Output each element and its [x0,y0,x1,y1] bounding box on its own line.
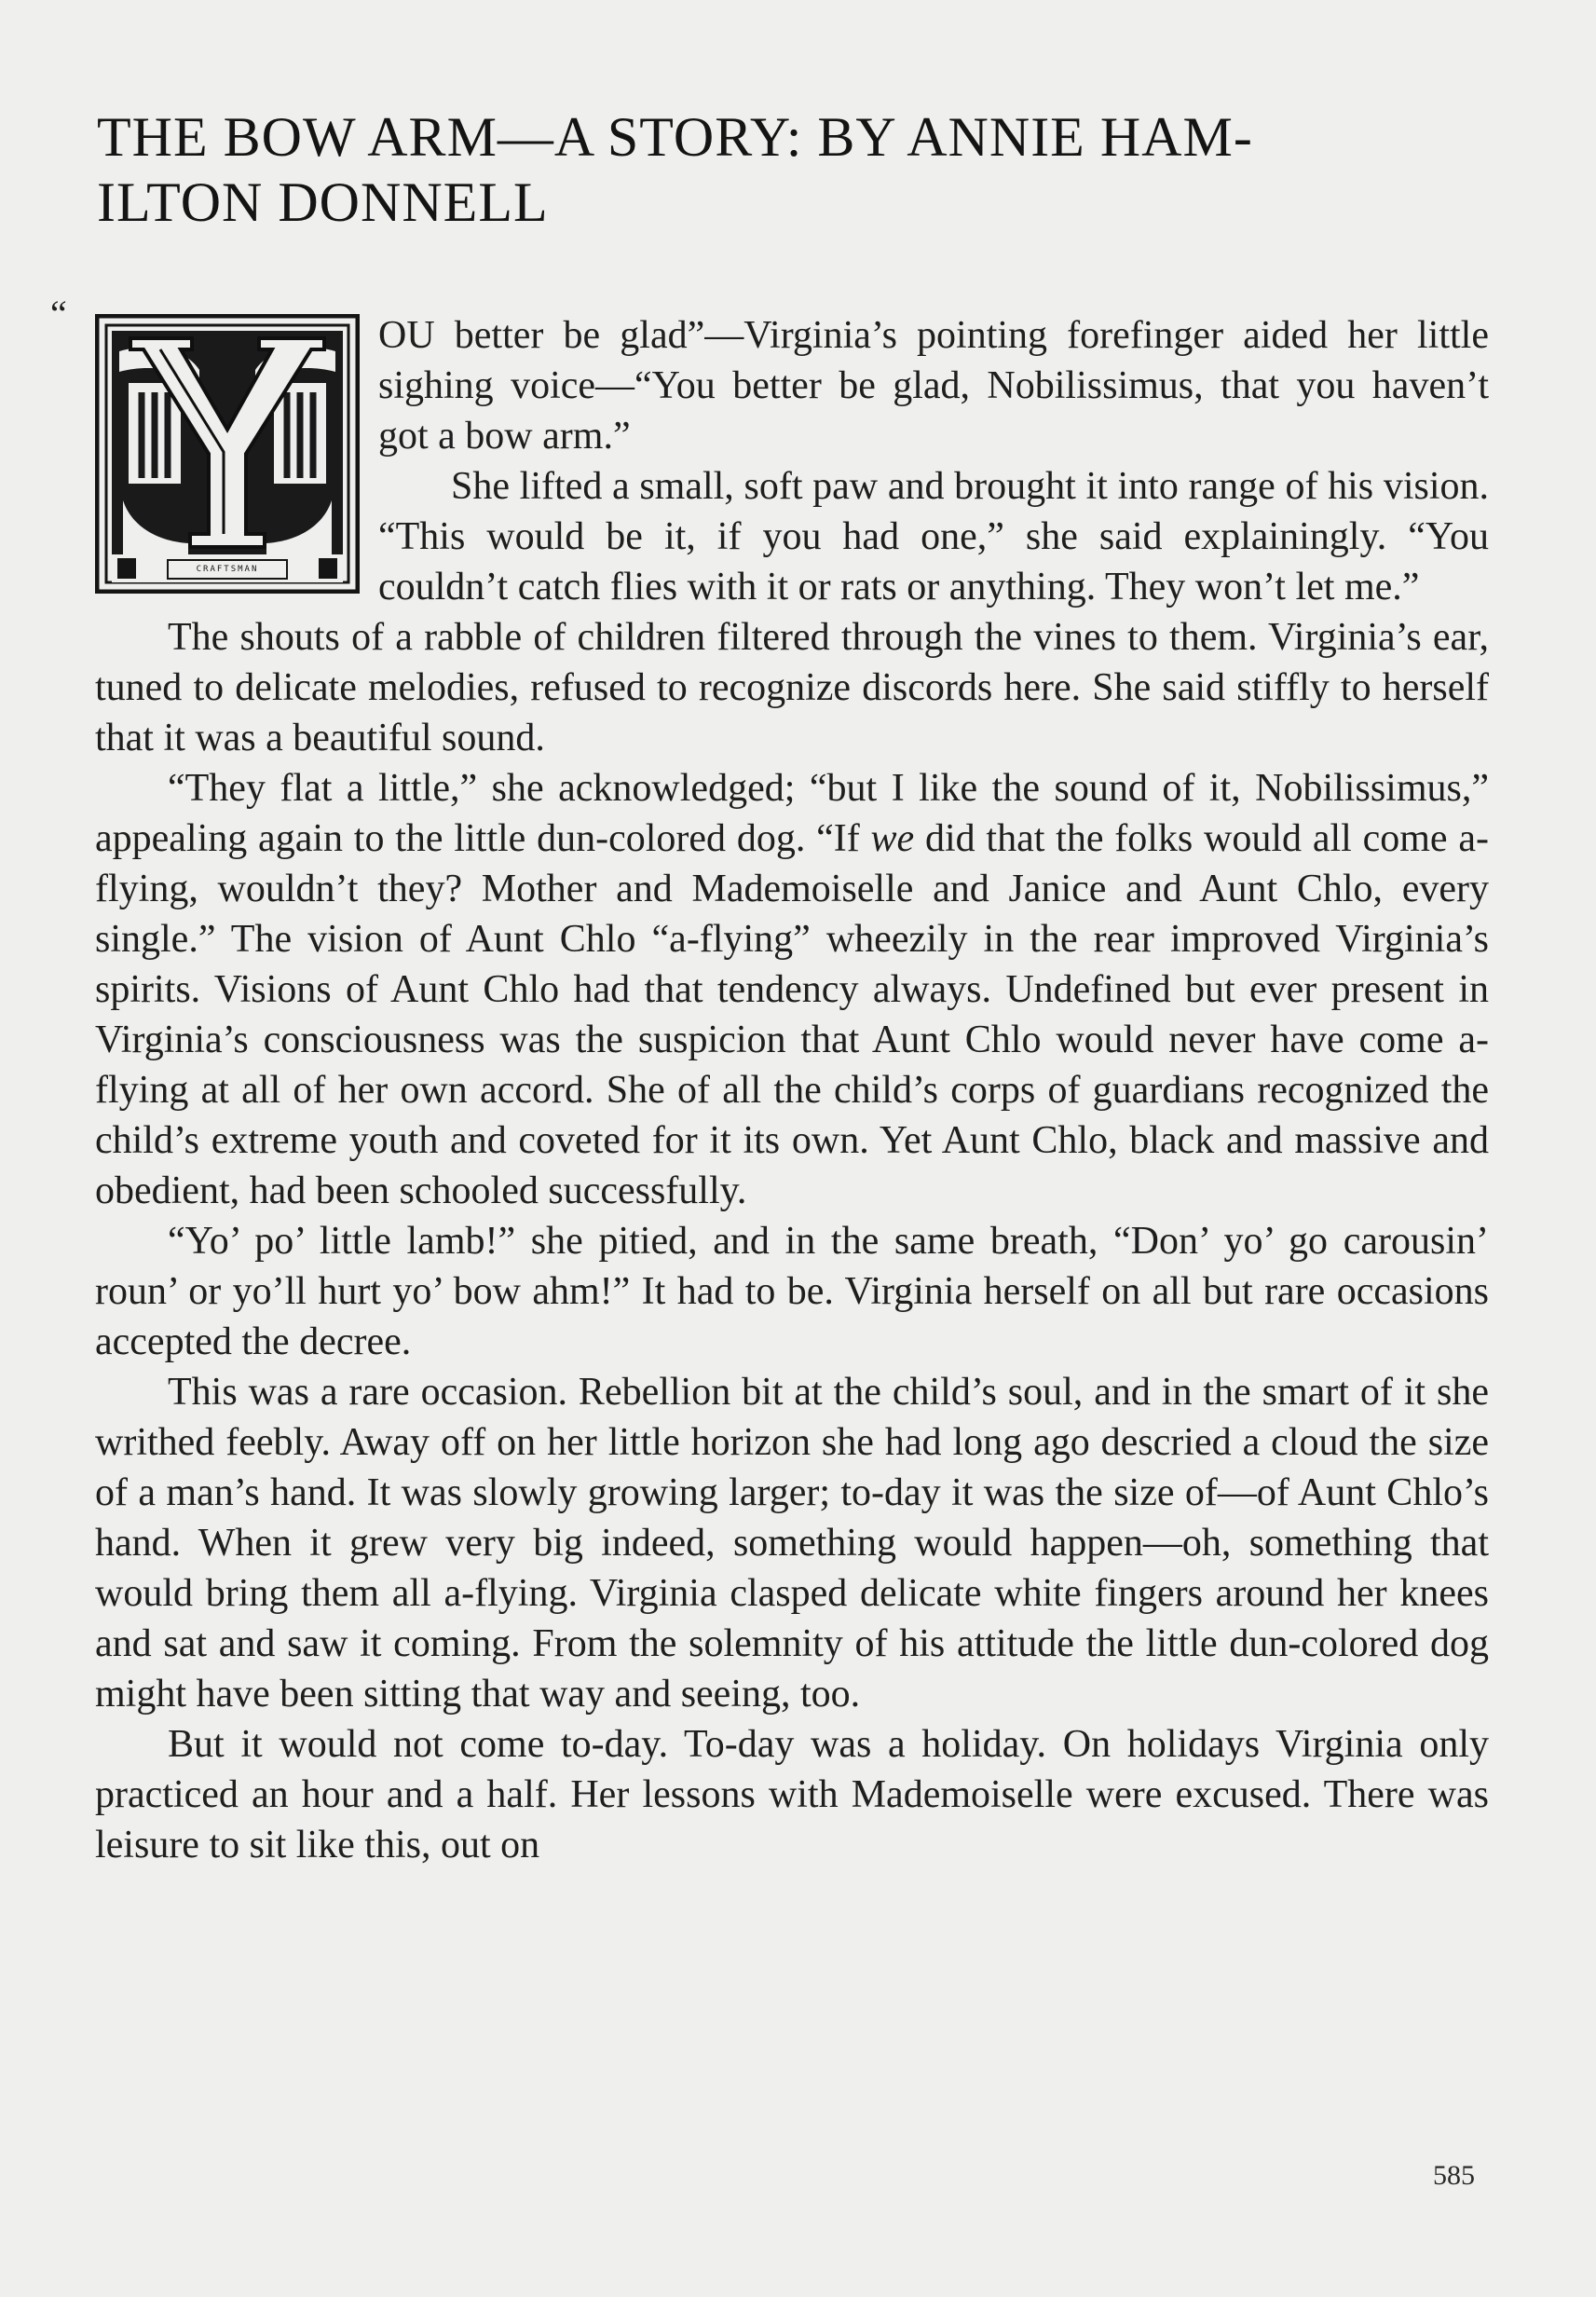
paragraph-3: The shouts of a rabble of children filtered through the vines to them. Virginia’s ear, tuned to delicate melodies, refused to recognize discords here. She said stiffly to herself that it was a beautiful sound. [95,616,1489,759]
opening-quote-mark: “ [50,293,67,335]
paragraph-2: She lifted a small, soft paw and brought it into range of his vision. “This would be it, if you had one,” she said explainingly. “You couldn’t catch flies with it or rats or anything. They won’t let me.” [378,465,1489,608]
article-title [97,104,1494,235]
paragraph-6: This was a rare occasion. Rebellion bit at the child’s soul, and in the smart of it she writhed feebly. Away off on her little horizon she had long ago descried a cloud the size of a man’s hand. It was slowly growing larger; to-day it was the size of—of Aunt Chlo’s hand. When it grew very big indeed, something would happen—oh, something that would bring them all a-flying. Virginia clasped delicate white fingers around her knees and sat and saw it coming. From the solemnity of his attitude the little dun-colored dog might have been sitting that way and seeing, too. [95,1371,1489,1716]
emphasis-we: we [870,817,915,860]
article-title-line-1: THE BOW ARM—A STORY: BY ANNIE HAM- [97,106,1253,168]
article-body [50,293,1489,1870]
paragraph-5: “Yo’ po’ little lamb!” she pitied, and in the same breath, “Don’ yo’ go carousin’ roun’ or yo’ll hurt yo’ bow ahm!” It had to be. Virginia herself on all but rare occasions accepted the decree. [95,1220,1489,1363]
article-title-line-2: ILTON DONNELL [97,171,549,233]
drop-cap-y-ornament [95,314,360,594]
page-number: 585 [1433,2160,1475,2191]
paragraph-1: OU better be glad”—Virginia’s pointing forefinger aided her little sighing voice—“You better be glad, Nobilissimus, that you haven’t got a bow arm.” [378,314,1489,458]
paragraph-7: But it would not come to-day. To-day was a holiday. On holidays Virginia only practiced an hour and a half. Her lessons with Mademoiselle were excused. There was leisure to sit like this, out on [95,1723,1489,1866]
paragraph-4: “They flat a little,” she acknowledged; “but I like the sound of it, Nobilissimus,” appealing again to the little dun-colored dog. “If we did that the folks would all come a-flying, wouldn’t they? Mother and Mademoiselle and Janice and Aunt Chlo, every single.” The vision of Aunt Chlo “a-flying” wheezily in the rear improved Virginia’s spirits. Visions of Aunt Chlo had that tendency always. Undefined but ever present in Virginia’s consciousness was the suspicion that Aunt Chlo would never have come a-flying at all of her own accord. She of all the child’s corps of guardians recognized the child’s extreme youth and coveted for it its own. Yet Aunt Chlo, black and massive and obedient, had been schooled successfully. [95,767,1489,1212]
drop-cap-imprint: CRAFTSMAN [196,565,259,574]
drop-cap-ornament-icon [95,314,360,594]
